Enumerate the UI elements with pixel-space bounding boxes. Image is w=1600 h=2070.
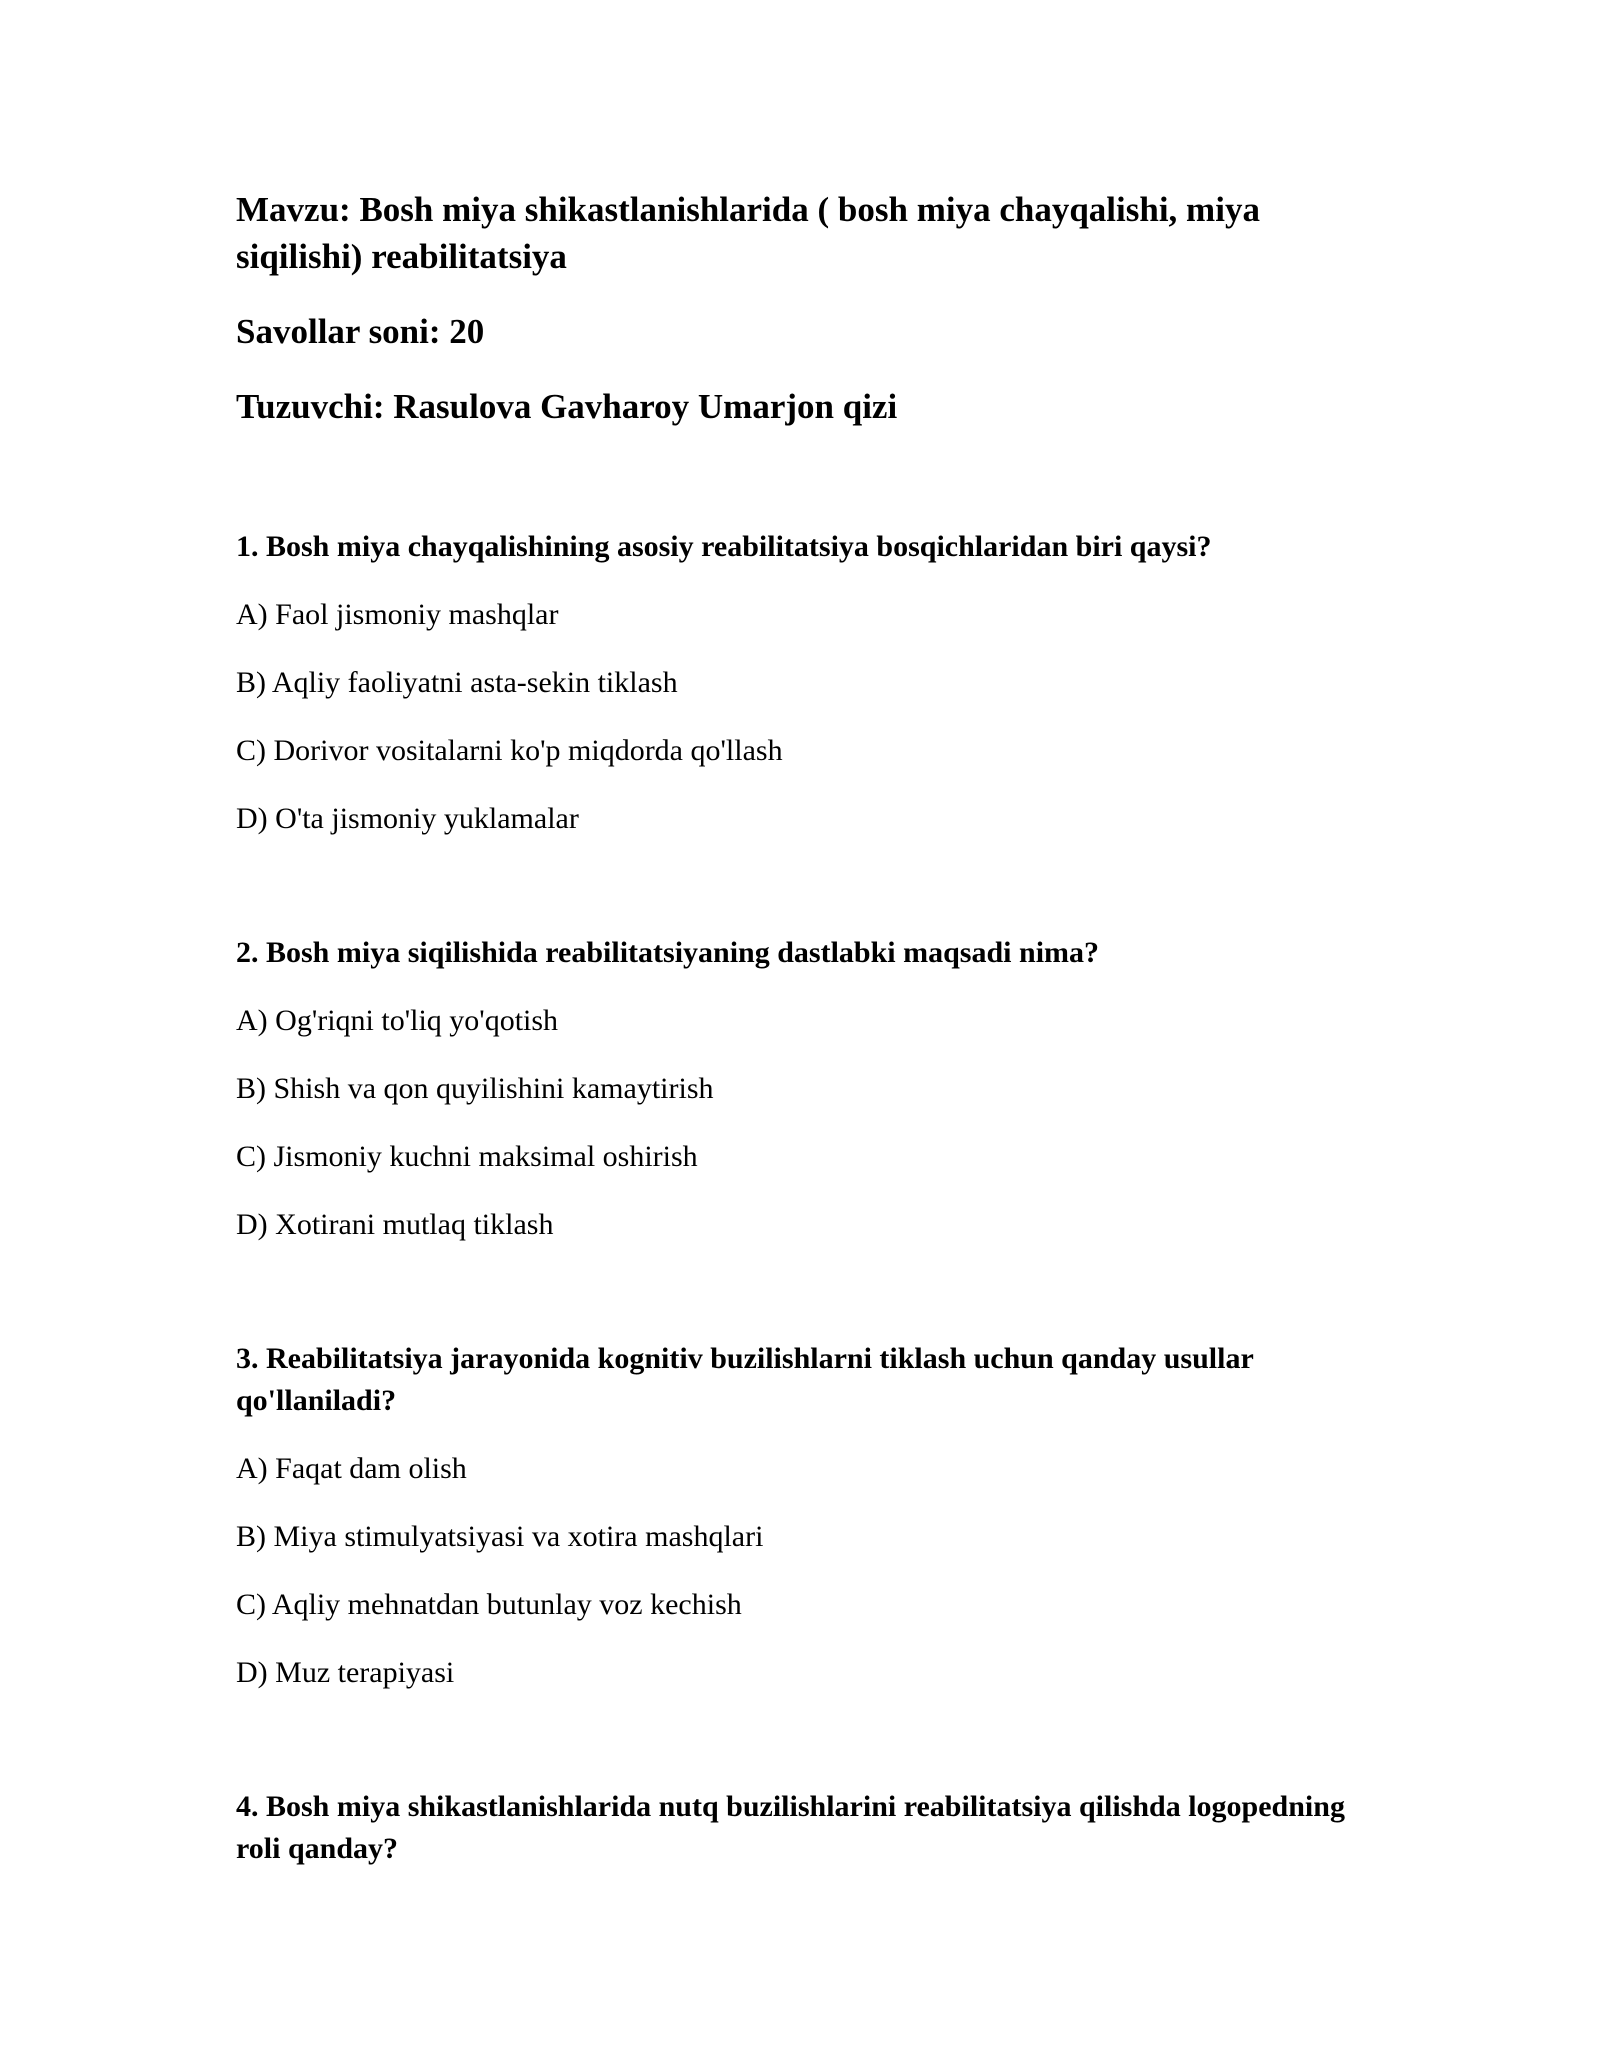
answer-option-c: C) Dorivor vositalarni ko'p miqdorda qo'llash bbox=[236, 734, 783, 767]
question-block bbox=[236, 1786, 1376, 1896]
answer-option-b: B) Aqliy faoliyatni asta-sekin tiklash bbox=[236, 666, 678, 699]
answer-option-a: A) Faol jismoniy mashqlar bbox=[236, 598, 559, 631]
answer-option-d: D) Muz terapiyasi bbox=[236, 1656, 455, 1689]
question-text: 2. Bosh miya siqilishida reabilitatsiyaning dastlabki maqsadi nima? bbox=[236, 936, 1100, 969]
answer-option-b: B) Miya stimulyatsiyasi va xotira mashqlari bbox=[236, 1520, 764, 1553]
question-block bbox=[236, 932, 1376, 1272]
answer-option-d: D) O'ta jismoniy yuklamalar bbox=[236, 802, 579, 835]
question-count: Savollar soni: 20 bbox=[236, 312, 485, 351]
answer-option-b: B) Shish va qon quyilishini kamaytirish bbox=[236, 1072, 714, 1105]
question-text: 1. Bosh miya chayqalishining asosiy reabilitatsiya bosqichlaridan biri qaysi? bbox=[236, 530, 1212, 563]
question-block bbox=[236, 526, 1376, 866]
document-page bbox=[236, 186, 1376, 1865]
answer-option-a: A) Og'riqni to'liq yo'qotish bbox=[236, 1004, 559, 1037]
question-block bbox=[236, 1338, 1376, 1720]
document-title: Mavzu: Bosh miya shikastlanishlarida ( bosh miya chayqalishi, miya siqilishi) reabilitatsiya bbox=[236, 190, 1260, 276]
answer-option-c: C) Aqliy mehnatdan butunlay voz kechish bbox=[236, 1588, 742, 1621]
question-text: 3. Reabilitatsiya jarayonida kognitiv buzilishlarni tiklash uchun qanday usullar qo'llaniladi? bbox=[236, 1342, 1254, 1417]
answer-option-a: A) Faqat dam olish bbox=[236, 1452, 467, 1485]
document-author: Tuzuvchi: Rasulova Gavharoy Umarjon qizi bbox=[236, 387, 898, 426]
answer-option-c: C) Jismoniy kuchni maksimal oshirish bbox=[236, 1140, 698, 1173]
question-text: 4. Bosh miya shikastlanishlarida nutq buzilishlarini reabilitatsiya qilishda logopedning roli qanday? bbox=[236, 1790, 1345, 1865]
answer-option-d: D) Xotirani mutlaq tiklash bbox=[236, 1208, 554, 1241]
